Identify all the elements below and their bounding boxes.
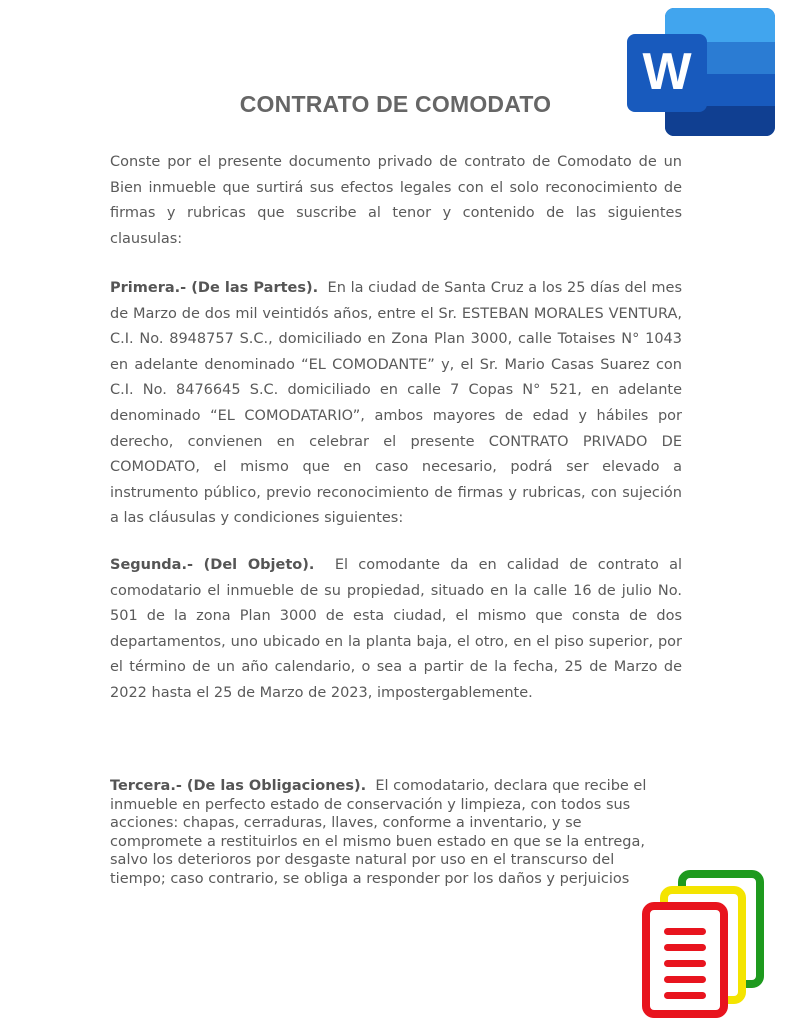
clause-third [110, 777, 670, 889]
word-logo-letter: W [642, 43, 692, 101]
clause-second [110, 553, 682, 707]
intro-paragraph: Conste por el presente documento privado de contrato de Comodato de un Bien inmueble que surtirá sus efectos legales con el solo reconocimiento de firmas y rubricas que suscribe al tenor y contenido de las siguientes clausulas: [110, 154, 682, 247]
clause-text: El comodatario, declara que recibe el inmueble en perfecto estado de conservación y limpieza, con todos sus acciones: chapas, cerraduras, llaves, conforme a inventario, y se compromete a restituirlos en el mismo buen estado en que se la entrega, salvo los deterioros por desgaste natural por uso en el transcurso del tiempo; caso contrario, se obliga a responder por los daños y perjuicios [110, 778, 647, 887]
clause-heading: Segunda.- (Del Objeto). [110, 557, 315, 573]
document-title: CONTRATO DE COMODATO [239, 91, 552, 117]
clause-first [110, 276, 682, 532]
clause-heading: Tercera.- (De las Obligaciones). [110, 778, 367, 794]
clause-text: En la ciudad de Santa Cruz a los 25 días del mes de Marzo de dos mil veintidós años, entre el Sr. ESTEBAN MORALES VENTURA, C.I. No. 8948757 S.C., domiciliado en Zona Plan 3000, calle Totaises N° 1043 en adelante denominado “EL COMODANTE” y, el Sr. Mario Casas Suarez con C.I. No. 8476645 S.C. domiciliado en calle 7 Copas N° 521, en adelante denominado “EL COMODATARIO”, ambos mayores de edad y hábiles por derecho, convienen en celebrar el presente CONTRATO PRIVADO DE COMODATO, el mismo que en caso necesario, podrá ser elevado a instrumento público, previo reconocimiento de firmas y rubricas, con sujeción a las cláusulas y condiciones siguientes: [110, 280, 682, 527]
document-stack-icon [640, 868, 770, 1018]
clause-heading: Primera.- (De las Partes). [110, 280, 319, 296]
clause-text: El comodante da en calidad de contrato al comodatario el inmueble de su propiedad, situado en la calle 16 de julio No. 501 de la zona Plan 3000 de esta ciudad, el mismo que consta de dos departamentos, uno ubicado en la planta baja, el otro, en el piso superior, por el término de un año calendario, o sea a partir de la fecha, 25 de Marzo de 2022 hasta el 25 de Marzo de 2023, impostergablemente. [110, 557, 682, 701]
